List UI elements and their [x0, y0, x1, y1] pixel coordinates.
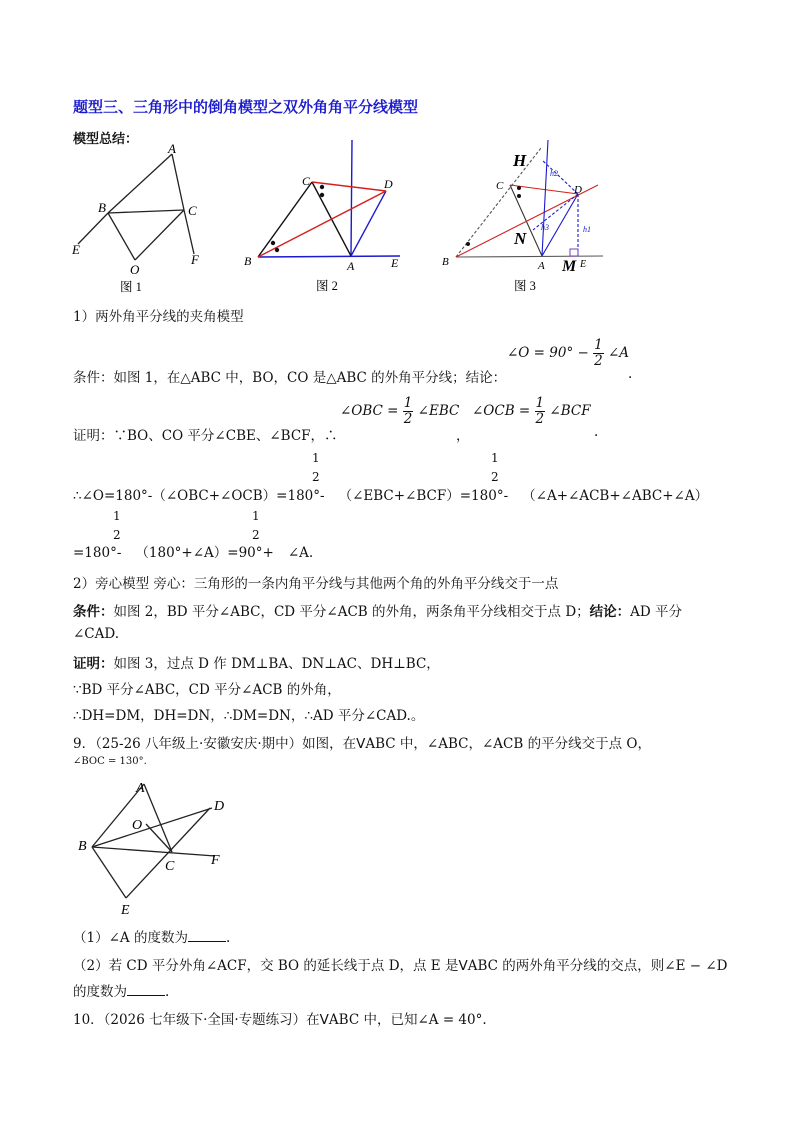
fig3-line-bh — [456, 148, 541, 257]
fig1-label-e: E — [72, 242, 80, 257]
fig1-line-bo — [108, 213, 135, 260]
q9-label-d: D — [214, 799, 225, 814]
section-title: 题型三、三角形中的倒角模型之双外角角平分线模型 — [73, 98, 419, 116]
q9-label-a: A — [136, 781, 145, 796]
fig3-label-n: N — [514, 229, 527, 248]
q9-condition: ∠BOC = 130°. — [73, 756, 147, 767]
summary-label: 模型总结： — [73, 132, 139, 147]
fig3-label-h1: h1 — [583, 225, 591, 234]
s1-heading: 1）两外角平分线的夹角模型 — [73, 309, 244, 325]
q9-line-bf — [92, 847, 215, 856]
s1-proof-end: . — [594, 424, 599, 440]
fig3-angle-dot — [517, 186, 521, 190]
fig3-right-angle-mark — [570, 249, 578, 256]
fig1-line-ac — [172, 154, 184, 210]
q9-line-co — [146, 824, 172, 852]
half-d: 2 — [312, 470, 320, 484]
q9-label-c: C — [165, 859, 175, 874]
formula-text: ∠A — [608, 344, 630, 361]
s1-condition: 条件：如图 1，在△ABC 中，BO，CO 是△ABC 的外角平分线；结论： — [73, 370, 507, 386]
fig3-label-m: M — [562, 258, 577, 275]
fig1-line-bc — [108, 210, 184, 213]
fig1-line-co — [135, 210, 184, 260]
s1-formula-result — [507, 338, 629, 369]
s2-condition: 条件：如图 2，BD 平分∠ABC，CD 平分∠ACB 的外角，两条角平分线相交于点 D；结论：AD 平分 — [73, 604, 683, 620]
q9-part2: （2）若 CD 平分外角∠ACF，交 BO 的延长线于点 D，点 E 是VABC 的两外角平分线的交点，则∠E − ∠D — [73, 958, 728, 974]
figure-1 — [70, 140, 220, 298]
fig1-caption: 图 1 — [120, 280, 142, 294]
q9-label-f: F — [211, 853, 220, 868]
q9-label-b: B — [78, 839, 87, 854]
s1-eq1: ∠OBC = $\frac{1}{2}$ ∠EBC — [340, 395, 460, 427]
fig2-label-b: B — [244, 254, 252, 268]
half-n: 1 — [113, 509, 121, 523]
fig2-line-be — [258, 256, 400, 257]
fig2-angle-dot — [275, 248, 279, 252]
fig3-label-h2: h2 — [550, 169, 558, 178]
fig3-label-h3: h3 — [541, 223, 549, 232]
fig2-label-a: A — [347, 259, 355, 273]
fig3-line-be — [456, 256, 603, 257]
fig1-line-ab — [108, 154, 172, 213]
s2-proof-line3: ∴DH=DM，DH=DN，∴DM=DN，∴AD 平分∠CAD.。 — [73, 708, 425, 724]
q9-part2-cont: 的度数为 . — [73, 984, 170, 1000]
half-d: 2 — [252, 528, 260, 542]
q9-line-bd — [92, 808, 212, 847]
fig2-angle-dot — [271, 241, 275, 245]
figure-2 — [240, 140, 410, 298]
q9-stem: 9．（25-26 八年级上·安徽安庆·期中）如图，在VABC 中，∠ABC，∠ACB 的平分线交于点 O， — [73, 736, 651, 752]
q9-part1: （1）∠A 的度数为 . — [73, 930, 231, 946]
half-d: 2 — [113, 528, 121, 542]
answer-blank[interactable] — [188, 929, 226, 942]
q9-figure — [70, 772, 240, 920]
q9-line-ac — [144, 784, 172, 852]
s1-condition-end: . — [628, 366, 633, 382]
s2-proof-line2: ∵BD 平分∠ABC，CD 平分∠ACB 的外角， — [73, 682, 341, 698]
s2-heading: 2）旁心模型 旁心：三角形的一条内角平分线与其他两个角的外角平分线交于一点 — [73, 576, 559, 592]
fig3-angle-dot — [466, 242, 470, 246]
s1-proof-comma: ， — [456, 428, 470, 444]
fig3-line-ray — [542, 140, 548, 256]
fig3-label-b: B — [442, 256, 449, 268]
q9-label-o: O — [132, 818, 143, 833]
fig1-label-c: C — [188, 203, 197, 218]
s2-conclusion-cont: ∠CAD. — [73, 626, 120, 642]
fig2-caption: 图 2 — [316, 279, 338, 293]
formula-text: ∠O = 90° − — [507, 344, 589, 361]
fig3-angle-dot — [517, 194, 521, 198]
fig1-label-b: B — [98, 200, 106, 215]
answer-blank[interactable] — [127, 983, 165, 996]
s2-proof: 证明：如图 3，过点 D 作 DM⊥BA、DN⊥AC、DH⊥BC， — [73, 656, 440, 672]
fig3-label-a: A — [538, 260, 545, 272]
fig1-label-o: O — [130, 262, 140, 277]
fraction: $\frac{1}{2}$ — [594, 337, 603, 369]
fig2-label-e: E — [391, 256, 399, 270]
fig3-label-e: E — [580, 259, 587, 270]
fig3-line-dn — [533, 194, 578, 230]
fig1-label-a: A — [168, 141, 176, 156]
s1-line2: ∴∠O=180°-（∠OBC+∠OCB）=180°- （∠EBC+∠BCF）=180°- （∠A+∠ACB+∠ABC+∠A） — [73, 488, 709, 504]
fig1-label-f: F — [191, 252, 199, 267]
fig2-angle-dot — [320, 193, 324, 197]
half-n: 1 — [491, 451, 499, 465]
fig3-label-h: H — [513, 151, 527, 170]
half-n: 1 — [312, 451, 320, 465]
fig2-line-a-ray — [351, 140, 352, 256]
figure-3 — [438, 140, 608, 298]
fig3-label-d: D — [574, 184, 582, 196]
half-n: 1 — [252, 509, 260, 523]
q9-line-be — [92, 847, 126, 898]
s1-eq2: ∠OCB = $\frac{1}{2}$ ∠BCF — [472, 395, 591, 427]
fig1-line-be — [78, 213, 108, 244]
q9-label-e: E — [121, 903, 130, 918]
fig2-label-c: C — [302, 174, 311, 188]
s1-proof: 证明：∵BO、CO 平分∠CBE、∠BCF，∴ — [73, 428, 338, 444]
q10-stem: 10．（2026 七年级下·全国·专题练习）在VABC 中，已知∠A = 40°. — [73, 1012, 487, 1028]
fig3-label-c: C — [496, 180, 504, 192]
half-d: 2 — [491, 470, 499, 484]
fig3-caption: 图 3 — [514, 279, 536, 293]
fig2-angle-dot — [320, 185, 324, 189]
fig3-line-dh — [542, 160, 578, 194]
fig2-line-bc — [258, 182, 312, 257]
fig2-label-d: D — [384, 177, 393, 191]
s1-line3: =180°- （180°+∠A）=90°+ ∠A. — [73, 545, 314, 561]
